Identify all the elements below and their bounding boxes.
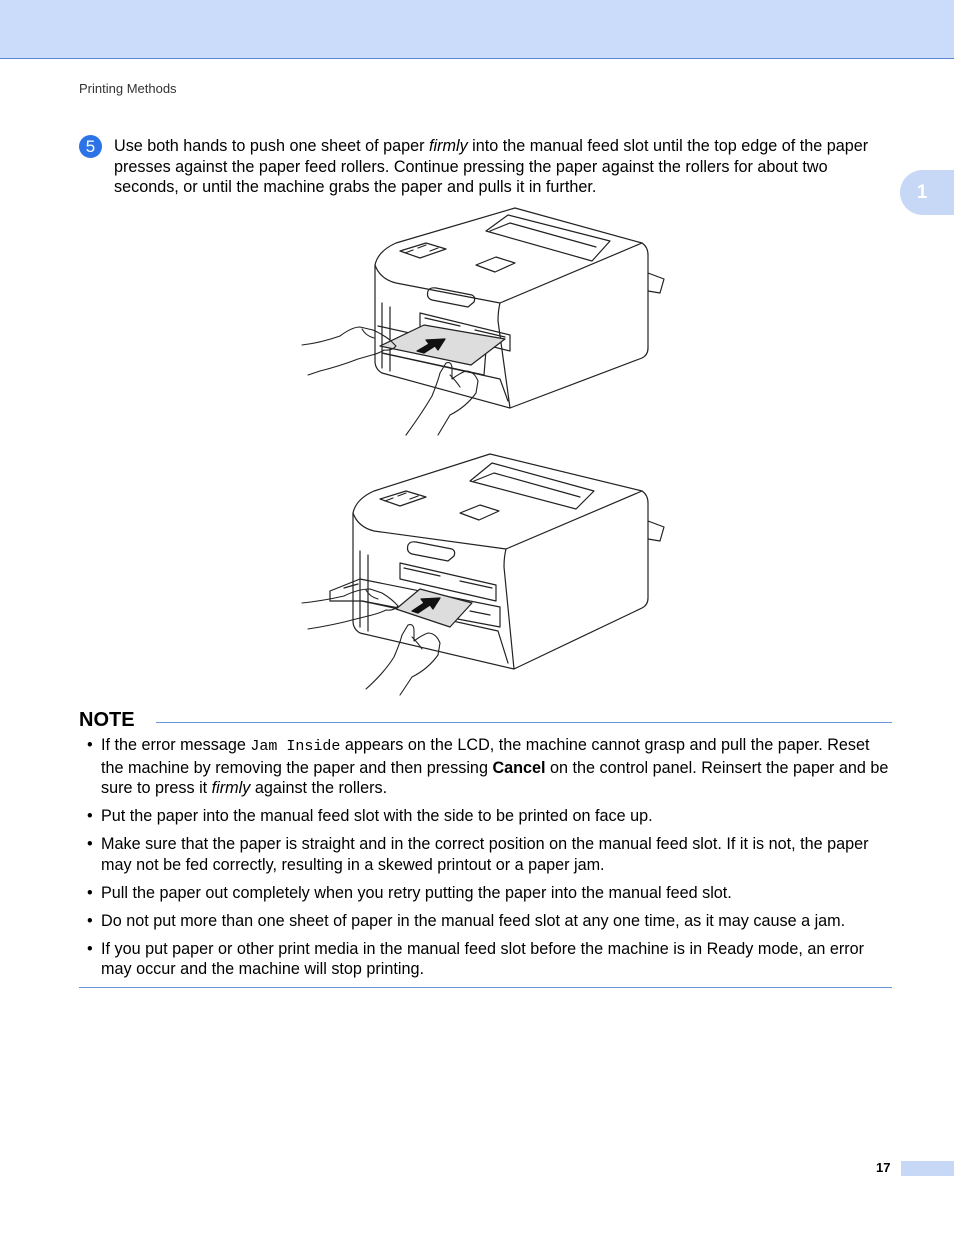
- header-band: [0, 0, 954, 59]
- step-text-b: into the manual feed slot until the top edge of the paper presses against the paper feed rollers. Continue pressing the paper against the rollers for about two seconds, or until the machine grabs the paper and pulls it in further.: [114, 137, 869, 196]
- note-item-1-text-c: on the control panel. Reinsert the paper and be sure to press it: [101, 758, 889, 797]
- note-item-2: • Put the paper into the manual feed slot with the side to be printed on face up.: [87, 806, 892, 827]
- chapter-tab[interactable]: 1: [900, 170, 954, 215]
- page-number: 17: [876, 1160, 891, 1175]
- step-text-a: Use both hands to push one sheet of paper: [114, 137, 429, 155]
- step-emphasis: firmly: [429, 137, 468, 155]
- note-list: [87, 735, 892, 987]
- note-item-1: [87, 735, 892, 799]
- section-label: Printing Methods: [79, 81, 177, 96]
- note-item-1-emphasis: firmly: [211, 779, 251, 797]
- note-heading: NOTE: [79, 709, 135, 731]
- page-number-bar: [901, 1161, 954, 1176]
- error-message-code: Jam Inside: [250, 738, 341, 755]
- printer-illustration-2: [300, 451, 675, 696]
- note-item-3: • Make sure that the paper is straight and in the correct position on the manual feed slot. If it is not, the paper may not be fed correctly, resulting in a skewed printout or a paper jam.: [87, 834, 892, 875]
- note-item-1-text-a: If the error message: [101, 736, 251, 754]
- note-item-4: • Pull the paper out completely when you retry putting the paper into the manual feed slot.: [87, 883, 892, 904]
- note-item-6: • If you put paper or other print media in the manual feed slot before the machine is in Ready mode, an error may occur and the machine will stop printing.: [87, 939, 892, 980]
- note-divider: [156, 722, 892, 723]
- note-item-5: • Do not put more than one sheet of paper in the manual feed slot at any one time, as it may cause a jam.: [87, 911, 892, 932]
- step-number-icon: 5: [79, 135, 102, 158]
- printer-illustration-1: [300, 203, 675, 438]
- printer-body: [375, 208, 664, 408]
- note-item-1-text-d: against the rollers.: [250, 779, 388, 797]
- note-item-1-text-b: appears on the LCD, the machine cannot grasp and pull the paper. Reset the machine by removing the paper and then pressing: [101, 736, 870, 777]
- cancel-key-label: Cancel: [492, 758, 546, 777]
- note-bottom-divider: [79, 987, 892, 988]
- step-instruction: [114, 136, 892, 198]
- printer-body: [330, 454, 664, 669]
